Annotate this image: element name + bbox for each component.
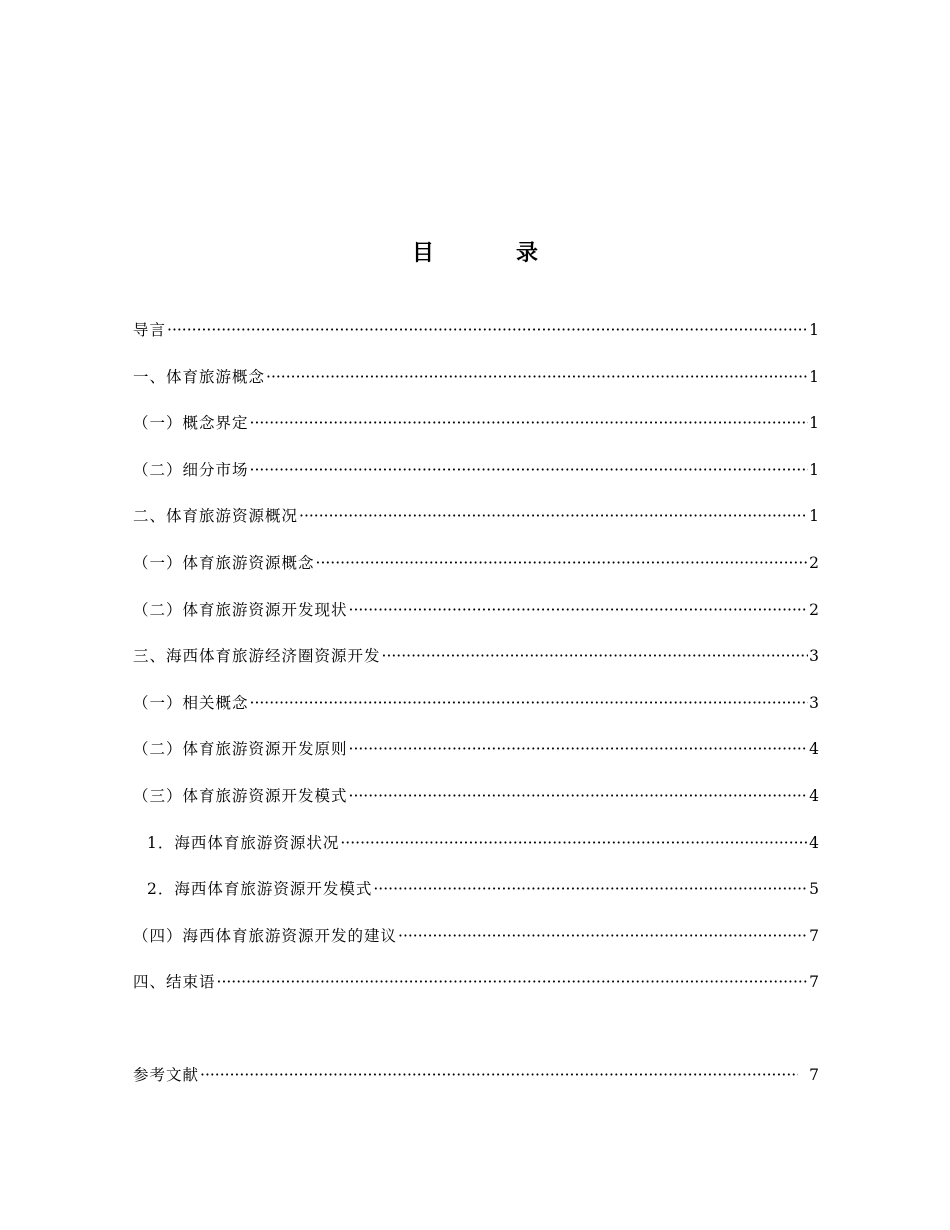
toc-entry-page: 5 <box>809 880 819 899</box>
toc-entry[interactable] <box>133 924 819 971</box>
toc-entry[interactable] <box>133 504 819 551</box>
toc-entry-label: 2．海西体育旅游资源开发模式 <box>147 880 373 899</box>
toc-entry-page: 2 <box>809 553 819 572</box>
toc-entry-page: 1 <box>809 367 819 386</box>
toc-entry-label: 二、体育旅游资源概况 <box>133 507 299 526</box>
toc-dot-leader <box>299 507 808 525</box>
toc-entry-page: 1 <box>809 321 819 339</box>
toc-dot-leader <box>349 787 808 805</box>
toc-entry-label: （三）体育旅游资源开发模式 <box>133 786 348 805</box>
toc-entry-page: 7 <box>809 926 819 945</box>
toc-entry-label: （一）概念界定 <box>133 414 249 433</box>
toc-references-block <box>133 1063 819 1110</box>
toc-dot-leader <box>340 834 808 852</box>
toc-dot-leader <box>373 880 808 898</box>
toc-entry[interactable] <box>133 737 819 784</box>
toc-dot-leader <box>349 740 808 758</box>
toc-entry-label: （二）体育旅游资源开发原则 <box>133 740 348 759</box>
toc-dot-leader <box>349 601 808 619</box>
toc-entry-page: 1 <box>809 507 819 526</box>
toc-dot-leader <box>200 1066 798 1084</box>
toc-entry-page: 2 <box>809 600 819 619</box>
toc-entry-page: 7 <box>809 1066 819 1084</box>
toc-entry-page: 1 <box>809 414 819 433</box>
toc-dot-leader <box>316 554 808 572</box>
toc-entry[interactable] <box>133 551 819 598</box>
toc-entry[interactable] <box>133 598 819 645</box>
toc-entry-label: （一）相关概念 <box>133 693 249 712</box>
toc-entry[interactable] <box>133 458 819 505</box>
toc-entry-label: 导言 <box>133 321 167 339</box>
toc-entry-page: 7 <box>809 973 819 992</box>
toc-entry[interactable] <box>133 644 819 691</box>
toc-dot-leader <box>217 973 808 991</box>
toc-entry-page: 4 <box>809 786 819 805</box>
toc-entry-label: 一、体育旅游概念 <box>133 367 266 386</box>
toc-entry-page: 4 <box>809 833 819 852</box>
toc-dot-leader <box>250 694 808 712</box>
toc-entry[interactable] <box>133 831 819 878</box>
toc-dot-leader <box>266 368 808 386</box>
toc-entry-label: （二）体育旅游资源开发现状 <box>133 600 348 619</box>
toc-title: 目 录 <box>411 240 568 266</box>
toc-entry-page: 3 <box>809 693 819 712</box>
toc-entry-references[interactable] <box>133 1063 819 1110</box>
toc-entry-label: （二）细分市场 <box>133 460 249 479</box>
toc-entry-label: 四、结束语 <box>133 973 216 992</box>
toc-entry-label: 参考文献 <box>133 1066 200 1084</box>
toc-entry[interactable] <box>133 365 819 412</box>
toc-entry[interactable] <box>133 318 819 365</box>
toc-dot-leader <box>250 414 808 432</box>
toc-entry[interactable] <box>133 784 819 831</box>
toc-entry-page: 4 <box>809 740 819 759</box>
toc-entry-label: 1．海西体育旅游资源状况 <box>147 833 340 852</box>
toc-entry-label: （四）海西体育旅游资源开发的建议 <box>133 926 398 945</box>
toc-entry[interactable] <box>133 691 819 738</box>
toc-dot-leader <box>398 927 808 945</box>
toc-dot-leader <box>382 647 808 665</box>
toc-entry-page: 1 <box>809 460 819 479</box>
toc-dot-leader <box>250 461 808 479</box>
toc-entry-page: 3 <box>809 647 819 666</box>
toc-entry[interactable] <box>133 970 819 1017</box>
toc-list <box>133 318 819 1017</box>
toc-entry-label: 三、海西体育旅游经济圈资源开发 <box>133 647 381 666</box>
toc-entry[interactable] <box>133 411 819 458</box>
toc-entry[interactable] <box>133 877 819 924</box>
toc-dot-leader <box>167 321 808 339</box>
toc-entry-label: （一）体育旅游资源概念 <box>133 553 315 572</box>
